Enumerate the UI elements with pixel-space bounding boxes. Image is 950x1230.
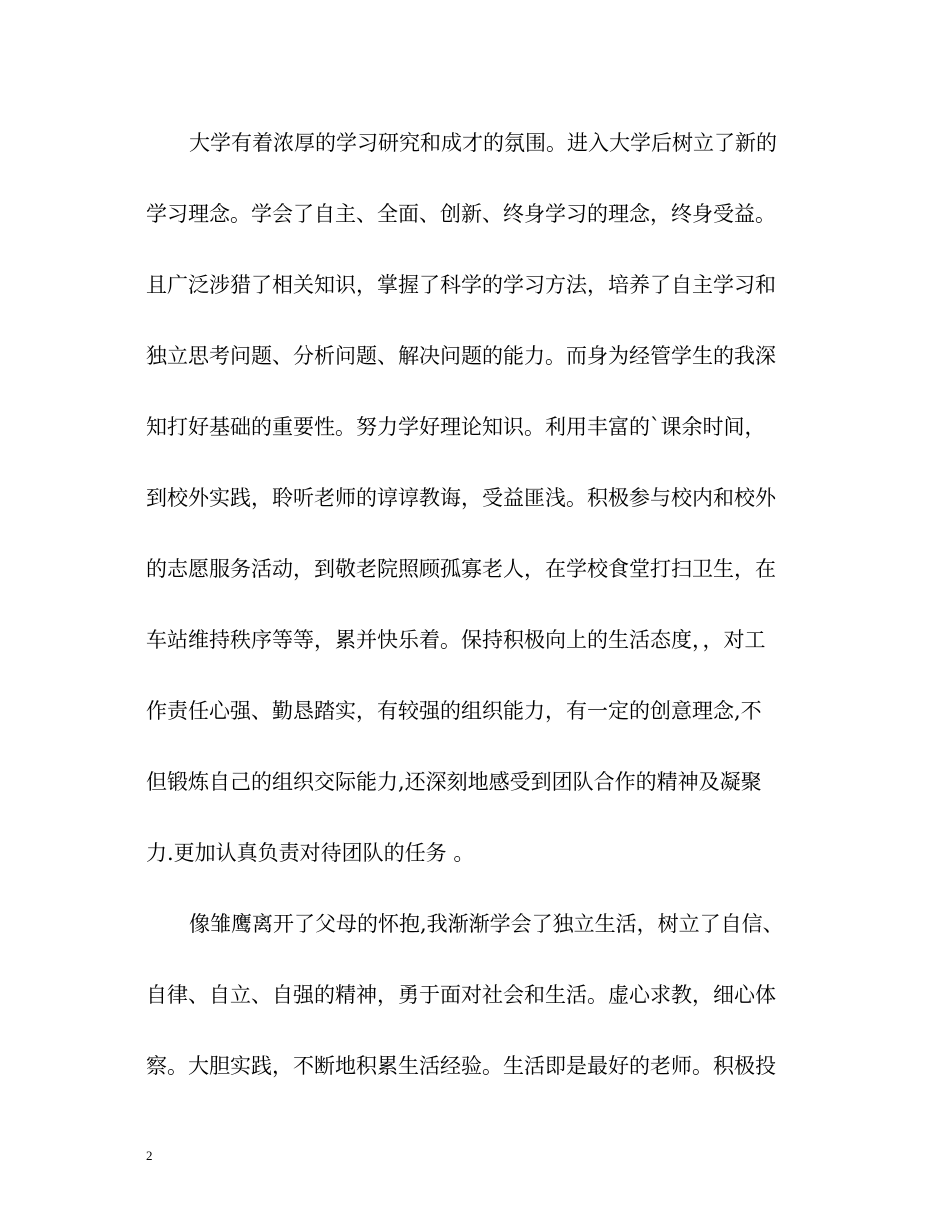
paragraph-1-line-2: 学习理念。学会了自主、全面、创新、终身学习的理念，终身受益。 — [146, 202, 776, 226]
paragraph-1-line-6: 到校外实践，聆听老师的谆谆教诲，受益匪浅。积极参与校内和校外 — [146, 486, 776, 510]
paragraph-2-line-1: 像雏鹰离开了父母的怀抱,我渐渐学会了独立生活，树立了自信、 — [189, 912, 784, 936]
paragraph-1-line-8: 车站维持秩序等等，累并快乐着。保持积极向上的生活态度，，对工 — [146, 628, 766, 652]
paragraph-1-line-3: 且广泛涉猎了相关知识，掌握了科学的学习方法，培养了自主学习和 — [146, 273, 776, 297]
paragraph-1-line-4: 独立思考问题、分析问题、解决问题的能力。而身为经管学生的我深 — [146, 344, 776, 368]
paragraph-1-line-1: 大学有着浓厚的学习研究和成才的氛围。进入大学后树立了新的 — [189, 131, 777, 155]
paragraph-1-line-5: 知打好基础的重要性。努力学好理论知识。利用丰富的`课余时间， — [146, 415, 766, 439]
page-number: 2 — [146, 1148, 153, 1163]
paragraph-1-line-11: 力.更加认真负责对待团队的任务 。 — [146, 841, 475, 865]
paragraph-2-line-3: 察。大胆实践，不断地积累生活经验。生活即是最好的老师。积极投 — [146, 1054, 776, 1078]
paragraph-1-line-7: 的志愿服务活动，到敬老院照顾孤寡老人，在学校食堂打扫卫生，在 — [146, 557, 776, 581]
paragraph-1-line-10: 但锻炼自己的组织交际能力,还深刻地感受到团队合作的精神及凝聚 — [146, 770, 762, 794]
paragraph-1-line-9: 作责任心强、勤恳踏实，有较强的组织能力，有一定的创意理念,不 — [146, 699, 762, 723]
paragraph-2-line-2: 自律、自立、自强的精神，勇于面对社会和生活。虚心求教，细心体 — [146, 983, 776, 1007]
